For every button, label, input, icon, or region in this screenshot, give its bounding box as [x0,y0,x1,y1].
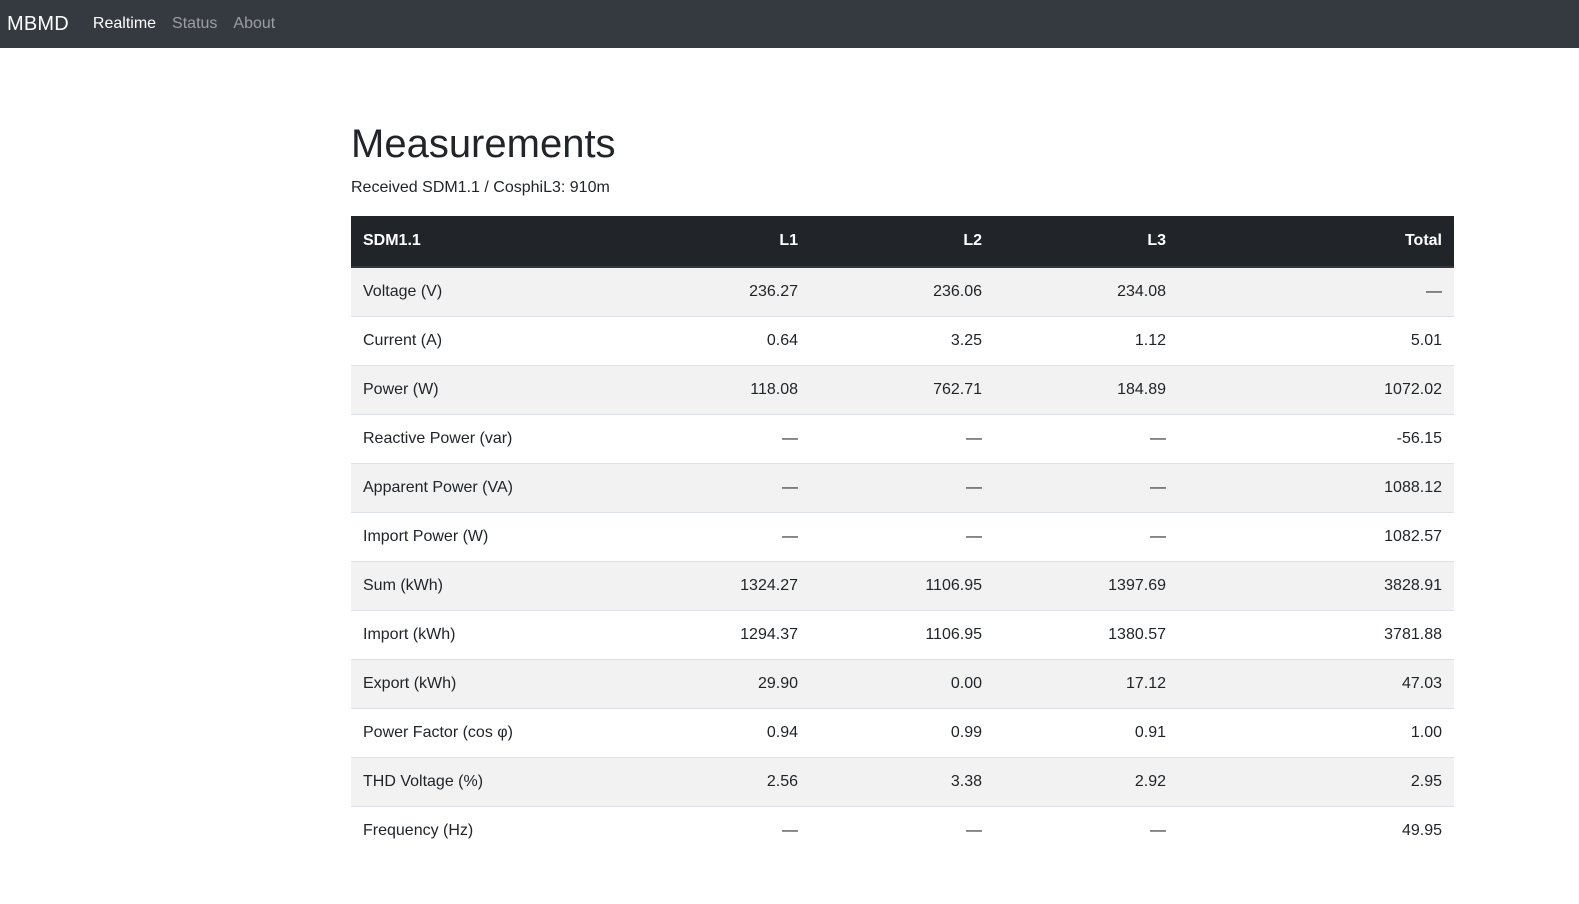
cell-l1: 0.94 [651,709,810,758]
table-row [351,611,1454,660]
cell-l1: — [651,415,810,464]
table-row [351,464,1454,513]
cell-l1: — [651,464,810,513]
cell-l3: 1397.69 [994,562,1178,611]
cell-l1: 1294.37 [651,611,810,660]
nav-item-realtime[interactable]: Realtime [92,15,157,32]
cell-total: 5.01 [1178,317,1454,366]
top-navbar [0,0,1579,48]
cell-quantity: Import (kWh) [351,611,651,660]
nav-item-about[interactable]: About [233,15,276,32]
brand-link[interactable]: MBMD [7,12,69,35]
header-l3: L3 [994,216,1178,267]
cell-l1: 1324.27 [651,562,810,611]
table-row [351,660,1454,709]
cell-l2: — [810,513,994,562]
cell-l3: — [994,513,1178,562]
cell-l3: 234.08 [994,267,1178,317]
cell-l3: — [994,807,1178,856]
cell-total: 3828.91 [1178,562,1454,611]
table-row [351,709,1454,758]
table-header [351,216,1454,267]
cell-total: 1088.12 [1178,464,1454,513]
cell-l3: — [994,464,1178,513]
table-row [351,513,1454,562]
cell-l2: 0.99 [810,709,994,758]
nav-item-status[interactable]: Status [172,15,218,32]
cell-l2: — [810,807,994,856]
cell-l1: — [651,807,810,856]
cell-l1: 118.08 [651,366,810,415]
cell-quantity: Import Power (W) [351,513,651,562]
cell-total: -56.15 [1178,415,1454,464]
header-device: SDM1.1 [351,216,651,267]
cell-total: 2.95 [1178,758,1454,807]
cell-l1: — [651,513,810,562]
page-title: Measurements [351,122,616,166]
table-row [351,758,1454,807]
cell-l2: 762.71 [810,366,994,415]
cell-l2: 3.38 [810,758,994,807]
cell-l2: 3.25 [810,317,994,366]
cell-l3: 1.12 [994,317,1178,366]
cell-l3: 184.89 [994,366,1178,415]
header-total: Total [1178,216,1454,267]
cell-l1: 236.27 [651,267,810,317]
cell-total: 47.03 [1178,660,1454,709]
table-body [351,267,1454,855]
cell-quantity: Sum (kWh) [351,562,651,611]
cell-quantity: Frequency (Hz) [351,807,651,856]
cell-l1: 2.56 [651,758,810,807]
cell-total: 1.00 [1178,709,1454,758]
cell-l2: 0.00 [810,660,994,709]
cell-l2: — [810,415,994,464]
cell-l2: 1106.95 [810,562,994,611]
cell-l2: 1106.95 [810,611,994,660]
cell-l2: — [810,464,994,513]
table-row [351,415,1454,464]
cell-total: — [1178,267,1454,317]
cell-total: 49.95 [1178,807,1454,856]
cell-quantity: THD Voltage (%) [351,758,651,807]
cell-l2: 236.06 [810,267,994,317]
cell-quantity: Voltage (V) [351,267,651,317]
cell-l3: 0.91 [994,709,1178,758]
status-message: Received SDM1.1 / CosphiL3: 910m [351,179,610,196]
cell-l3: 2.92 [994,758,1178,807]
header-l1: L1 [651,216,810,267]
cell-total: 1072.02 [1178,366,1454,415]
table-row [351,317,1454,366]
cell-quantity: Power (W) [351,366,651,415]
cell-quantity: Power Factor (cos φ) [351,709,651,758]
header-l2: L2 [810,216,994,267]
cell-quantity: Current (A) [351,317,651,366]
cell-quantity: Apparent Power (VA) [351,464,651,513]
table-row [351,267,1454,317]
table-row [351,562,1454,611]
cell-l3: 1380.57 [994,611,1178,660]
table-row [351,807,1454,856]
main-content [351,48,1454,855]
cell-quantity: Export (kWh) [351,660,651,709]
cell-total: 3781.88 [1178,611,1454,660]
cell-total: 1082.57 [1178,513,1454,562]
cell-l3: 17.12 [994,660,1178,709]
cell-l3: — [994,415,1178,464]
table-row [351,366,1454,415]
cell-l1: 29.90 [651,660,810,709]
header-row [351,216,1454,267]
cell-quantity: Reactive Power (var) [351,415,651,464]
cell-l1: 0.64 [651,317,810,366]
measurements-table [351,216,1454,855]
